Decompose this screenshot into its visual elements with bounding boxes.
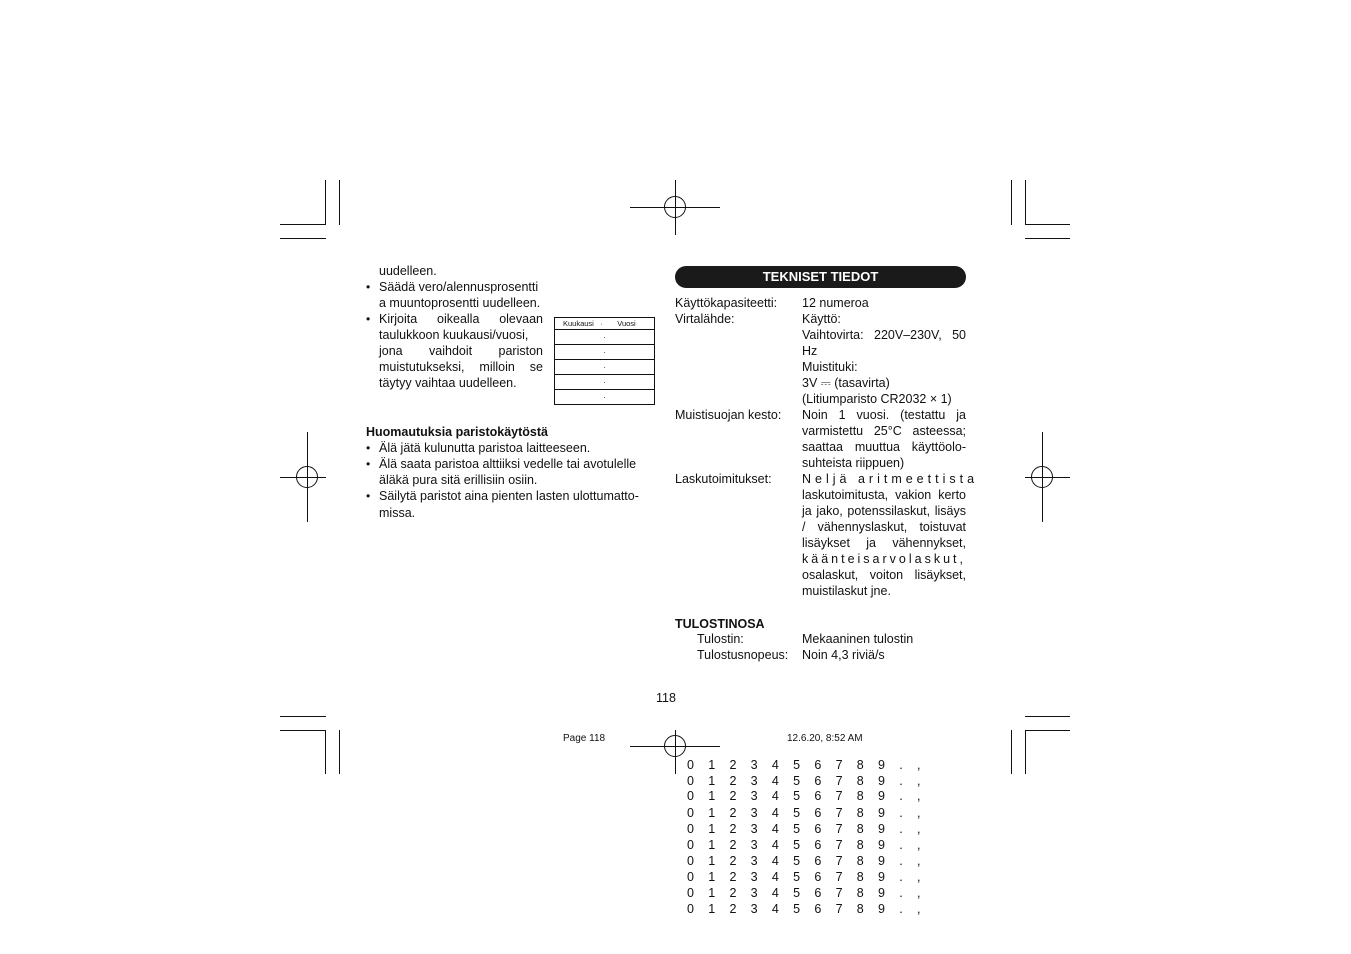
bullet-dot: • — [366, 280, 371, 294]
digit-row: 0 1 2 3 4 5 6 7 8 9 . , — [687, 838, 926, 852]
bullet-dot: • — [366, 457, 371, 471]
bullet-dot: • — [366, 441, 371, 455]
spec-value-calc-8: muistilaskut jne. — [802, 584, 891, 598]
table-header-month: Kuukausi — [563, 319, 594, 328]
spec-value-calc-1: Neljä aritmeettista — [802, 472, 979, 486]
spec-value-power-5: 3V ⎓ (tasavirta) — [802, 376, 890, 390]
bullet-2-line-5: täytyy vaihtaa uudelleen. — [379, 376, 517, 390]
bullet-2-line-4: muistutukseksi, milloin se — [379, 360, 543, 374]
digit-row: 0 1 2 3 4 5 6 7 8 9 . , — [687, 822, 926, 836]
page-number: 118 — [656, 691, 676, 705]
spec-value-memory-4: suhteista riippuen) — [802, 456, 905, 470]
table-row — [555, 330, 655, 345]
spec-value-memory-3: saattaa muuttua käyttöolo- — [802, 440, 966, 454]
digit-row: 0 1 2 3 4 5 6 7 8 9 . , — [687, 902, 926, 916]
spec-value-calc-5: lisäykset ja vähennykset, — [802, 536, 966, 550]
spec-label-capacity: Käyttökapasiteetti: — [675, 296, 778, 310]
spec-value-calc-4: / vähennyslaskut, toistuvat — [802, 520, 966, 534]
battery-notes-heading: Huomautuksia paristokäytöstä — [366, 425, 548, 439]
spec-value-power-2: Vaihtovirta: 220V–230V, 50 — [802, 328, 966, 342]
digit-row: 0 1 2 3 4 5 6 7 8 9 . , — [687, 886, 926, 900]
spec-value-power-4: Muistituki: — [802, 360, 858, 374]
table-cell: · — [555, 360, 655, 375]
footer-page-label: Page 118 — [563, 733, 606, 744]
table-header-row — [555, 318, 655, 330]
spec-value-memory-2: varmistettu 25°C asteessa; — [802, 424, 966, 438]
bullet-dot: • — [366, 489, 371, 503]
table-header-year: Vuosi — [617, 319, 636, 328]
spec-label-power: Virtalähde: — [675, 312, 735, 326]
digit-row: 0 1 2 3 4 5 6 7 8 9 . , — [687, 789, 926, 803]
spec-value-calc-6: käänteisarvolaskut, — [802, 552, 967, 566]
bullet-2-line-3: jona vaihdoit pariston — [379, 344, 543, 358]
digit-row: 0 1 2 3 4 5 6 7 8 9 . , — [687, 870, 926, 884]
spec-value-power-6: (Litiumparisto CR2032 × 1) — [802, 392, 952, 406]
table-row — [555, 345, 655, 360]
table-cell: · — [555, 375, 655, 390]
spec-label-calc: Laskutoimitukset: — [675, 472, 772, 486]
bullet-1-line-2: a muuntoprosentti uudelleen. — [379, 296, 541, 310]
note-3-line-1: Säilytä paristot aina pienten lasten ulottumatto- — [379, 489, 639, 503]
table-cell: · — [555, 330, 655, 345]
note-3-line-2: missa. — [379, 506, 416, 520]
spec-value-calc-3: ja jako, potenssilaskut, lisäys — [802, 504, 966, 518]
spec-value-power-1: Käyttö: — [802, 312, 841, 326]
digit-row: 0 1 2 3 4 5 6 7 8 9 . , — [687, 774, 926, 788]
digit-row: 0 1 2 3 4 5 6 7 8 9 . , — [687, 758, 926, 772]
table-row — [555, 375, 655, 390]
spec-value-capacity: 12 numeroa — [802, 296, 869, 310]
spec-label-memory: Muistisuojan kesto: — [675, 408, 782, 422]
table-cell: · — [555, 345, 655, 360]
spec-label-speed: Tulostusnopeus: — [697, 648, 789, 662]
spec-value-speed: Noin 4,3 riviä/s — [802, 648, 885, 662]
spec-value-printer: Mekaaninen tulostin — [802, 632, 914, 646]
battery-date-table — [554, 317, 655, 405]
note-2-line-2: äläkä pura sitä erillisiin osiin. — [379, 473, 538, 487]
table-cell: · — [555, 390, 655, 405]
spec-label-printer: Tulostin: — [697, 632, 744, 646]
spec-value-calc-7: osalaskut, voiton lisäykset, — [802, 568, 966, 582]
digit-row: 0 1 2 3 4 5 6 7 8 9 . , — [687, 806, 926, 820]
spec-value-calc-2: laskutoimitusta, vakion kerto — [802, 488, 966, 502]
printer-section-heading: TULOSTINOSA — [675, 617, 765, 631]
note-2-line-1: Älä saata paristoa alttiiksi vedelle tai avotulelle — [379, 457, 637, 471]
table-row — [555, 390, 655, 405]
spec-value-memory-1: Noin 1 vuosi. (testattu ja — [802, 408, 966, 422]
footer-timestamp: 12.6.20, 8:52 AM — [787, 733, 863, 744]
bullet-1-line-1: Säädä vero/alennusprosentti — [379, 280, 539, 294]
section-title: TEKNISET TIEDOT — [675, 266, 966, 288]
bullet-2-line-1: Kirjoita oikealla olevaan — [379, 312, 543, 326]
note-1-line-1: Älä jätä kulunutta paristoa laitteeseen. — [379, 441, 591, 455]
spec-value-power-3: Hz — [802, 344, 818, 358]
intro-text: uudelleen. — [379, 264, 437, 278]
bullet-dot: • — [366, 312, 371, 326]
table-row — [555, 360, 655, 375]
table-header-separator: · — [600, 319, 603, 328]
digit-row: 0 1 2 3 4 5 6 7 8 9 . , — [687, 854, 926, 868]
bullet-2-line-2: taulukkoon kuukausi/vuosi, — [379, 328, 529, 342]
